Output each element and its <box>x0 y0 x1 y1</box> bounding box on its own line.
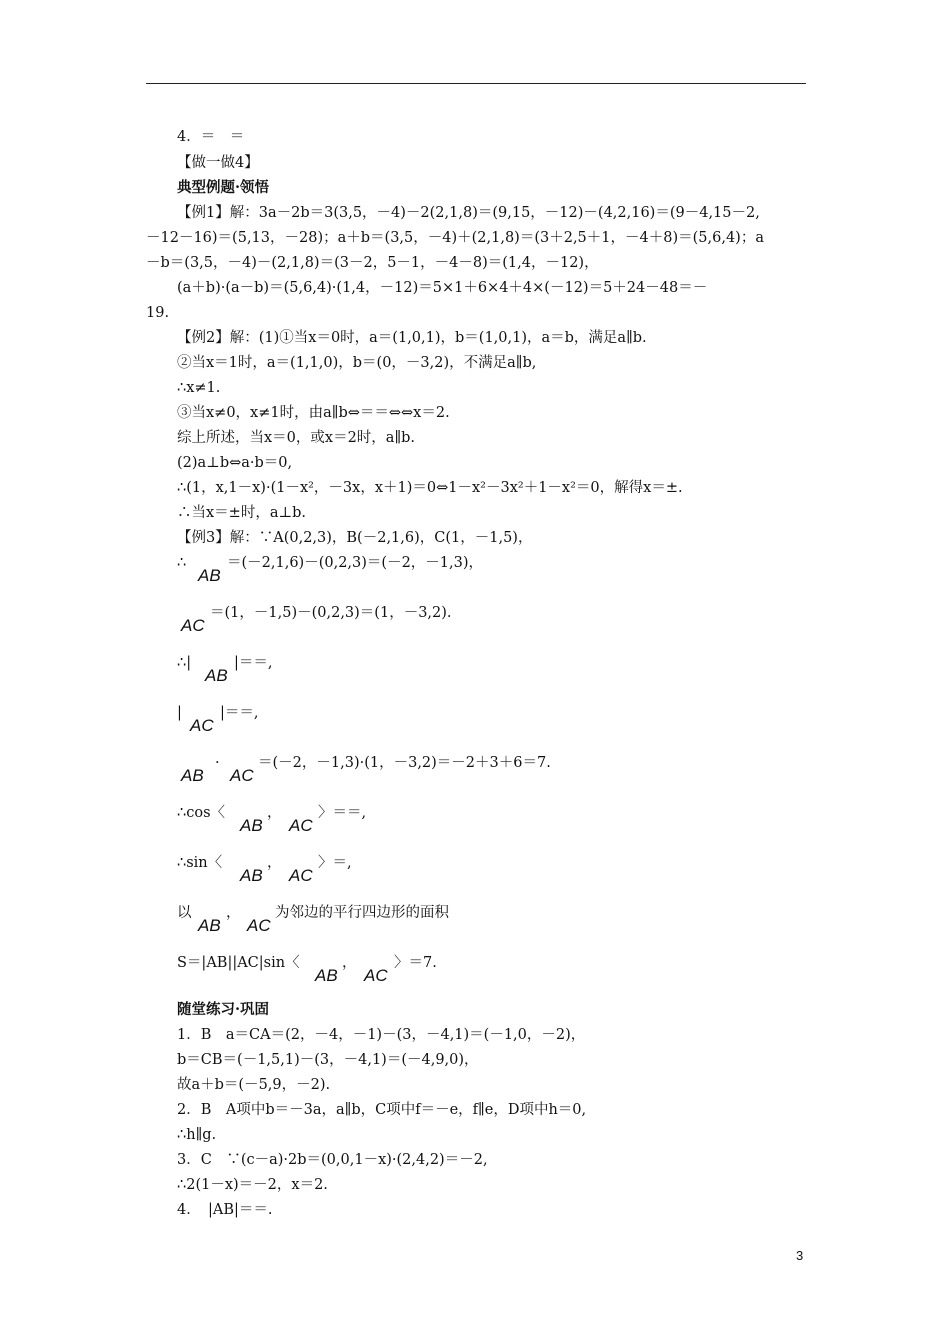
text-line: 4． |AB|＝＝. <box>177 1202 273 1218</box>
vector-label: AB <box>315 966 338 985</box>
text-line: 以 <box>177 905 192 921</box>
text-line: ∴| <box>177 655 192 671</box>
vector-label: AB <box>181 766 204 785</box>
text-line: ∴(1，x,1－x)·(1－x²，－3x，x＋1)＝0⇔1－x²－3x²＋1－x²＝0，解得x＝±. <box>177 480 683 496</box>
text-line: ＝(－2,1,6)－(0,2,3)＝(－2，－1,3)， <box>227 555 484 571</box>
vector-label: AB <box>240 816 263 835</box>
section-heading: 典型例题·领悟 <box>177 179 270 196</box>
text-line: ∴x≠1. <box>177 380 221 396</box>
text-line: 19. <box>146 305 170 321</box>
text-line: ∴cos〈 <box>177 805 226 821</box>
text-line: 1．B a＝CA＝(2，－4，－1)－(3，－4,1)＝(－1,0，－2)， <box>177 1027 586 1043</box>
text-line: ， <box>226 905 241 921</box>
text-line: 〉＝＝, <box>318 805 367 821</box>
text-line: 4．＝ ＝ <box>177 129 245 145</box>
text-line: 3．C ∵(c－a)·2b＝(0,0,1－x)·(2,4,2)＝－2, <box>177 1152 488 1168</box>
text-line: S＝|AB||AC|sin〈 <box>177 955 300 971</box>
text-line: ∴sin〈 <box>177 855 223 871</box>
text-line: | <box>177 705 182 721</box>
text-line: 【做一做4】 <box>177 155 259 171</box>
text-line: |＝＝, <box>234 655 273 671</box>
vector-label: AC <box>289 816 313 835</box>
vector-label: AB <box>198 566 221 585</box>
vector-label: AC <box>181 616 205 635</box>
vector-label: AC <box>289 866 313 885</box>
vector-label: AB <box>198 916 221 935</box>
text-line: (2)a⊥b⇔a·b＝0, <box>177 455 293 471</box>
text-line: 综上所述，当x＝0，或x＝2时，a∥b. <box>177 430 416 446</box>
text-line: 【例1】解：3a－2b＝3(3,5，－4)－2(2,1,8)＝(9,15，－12)－(4,2,16)＝(9－4,15－2, <box>177 205 760 221</box>
text-line: 为邻边的平行四边形的面积 <box>275 905 449 921</box>
text-line: ∴h∥g. <box>177 1127 217 1143</box>
text-line: ②当x＝1时，a＝(1,1,0)，b＝(0，－3,2)，不满足a∥b, <box>177 355 537 371</box>
text-line: ， <box>342 955 357 971</box>
header-rule <box>146 83 806 84</box>
text-line: 2．B A项中b＝－3a，a∥b，C项中f＝－e，f∥e，D项中h＝0, <box>177 1102 587 1118</box>
text-line: ， <box>267 855 282 871</box>
vector-label: AC <box>190 716 214 735</box>
text-line: －12－16)＝(5,13，－28)；a＋b＝(3,5，－4)＋(2,1,8)＝(3＋2,5＋1，－4＋8)＝(5,6,4)；a <box>146 230 764 246</box>
text-line: ∴2(1－x)＝－2，x＝2. <box>177 1177 328 1193</box>
text-line: ＝(1，－1,5)－(0,2,3)＝(1，－3,2). <box>210 605 452 621</box>
vector-label: AC <box>230 766 254 785</box>
vector-label: AC <box>247 916 271 935</box>
text-line: (a＋b)·(a－b)＝(5,6,4)·(1,4，－12)＝5×1＋6×4＋4×(－12)＝5＋24－48＝－ <box>177 280 708 296</box>
text-line: 〉＝, <box>318 855 352 871</box>
text-line: · <box>215 755 220 771</box>
vector-label: AB <box>205 666 228 685</box>
text-line: －b＝(3,5，－4)－(2,1,8)＝(3－2，5－1，－4－8)＝(1,4，－12)， <box>146 255 599 271</box>
section-heading: 随堂练习·巩固 <box>177 1001 270 1018</box>
text-line: |＝＝, <box>220 705 259 721</box>
text-line: ， <box>267 805 282 821</box>
text-line: ∴ <box>177 555 187 571</box>
text-line: 【例2】解：(1)①当x＝0时，a＝(1,0,1)，b＝(1,0,1)，a＝b，满足a∥b. <box>177 330 647 346</box>
text-line: 故a＋b＝(－5,9，－2). <box>177 1077 331 1093</box>
text-line: 【例3】解：∵A(0,2,3)，B(－2,1,6)，C(1，－1,5)， <box>177 530 533 546</box>
text-line: b＝CB＝(－1,5,1)－(3，－4,1)＝(－4,9,0)， <box>177 1052 479 1068</box>
text-line: ∴当x＝±时，a⊥b. <box>177 505 306 521</box>
text-line: ＝(－2，－1,3)·(1，－3,2)＝－2＋3＋6＝7. <box>258 755 551 771</box>
text-line: ③当x≠0，x≠1时，由a∥b⇔＝＝⇔⇔x＝2. <box>177 405 450 421</box>
text-line: 〉＝7. <box>394 955 437 971</box>
page-number: 3 <box>796 1248 804 1263</box>
vector-label: AC <box>364 966 388 985</box>
vector-label: AB <box>240 866 263 885</box>
